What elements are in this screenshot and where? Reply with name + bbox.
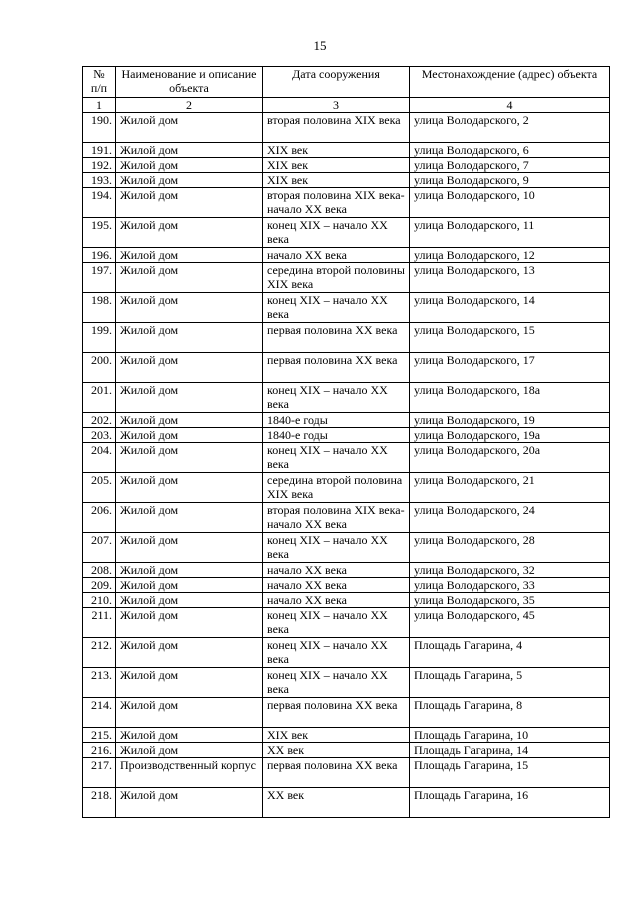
- object-address: улица Володарского, 33: [410, 578, 610, 593]
- object-name: Жилой дом: [116, 728, 263, 743]
- object-address: улица Володарского, 45: [410, 608, 610, 638]
- construction-date: конец XIX – начало XX века: [263, 383, 410, 413]
- object-name: Жилой дом: [116, 323, 263, 353]
- object-name: Жилой дом: [116, 578, 263, 593]
- object-name: Жилой дом: [116, 593, 263, 608]
- row-number: 193.: [83, 173, 116, 188]
- table-row: [83, 353, 610, 383]
- column-number: 2: [116, 98, 263, 113]
- table-row: [83, 593, 610, 608]
- object-address: Площадь Гагарина, 4: [410, 638, 610, 668]
- object-address: улица Володарского, 17: [410, 353, 610, 383]
- table-row: [83, 323, 610, 353]
- row-number: 209.: [83, 578, 116, 593]
- object-name: Жилой дом: [116, 353, 263, 383]
- construction-date: первая половина XX века: [263, 323, 410, 353]
- header-address: Местонахождение (адрес) объекта: [410, 67, 610, 98]
- row-number: 215.: [83, 728, 116, 743]
- construction-date: конец XIX – начало XX века: [263, 668, 410, 698]
- row-number: 205.: [83, 473, 116, 503]
- construction-date: конец XIX – начало XX века: [263, 293, 410, 323]
- construction-date: XIX век: [263, 158, 410, 173]
- construction-date: XIX век: [263, 143, 410, 158]
- row-number: 194.: [83, 188, 116, 218]
- row-number: 216.: [83, 743, 116, 758]
- heritage-objects-table: [82, 66, 610, 818]
- construction-date: вторая половина XIX века- начало XX века: [263, 503, 410, 533]
- object-address: улица Володарского, 10: [410, 188, 610, 218]
- column-number: 1: [83, 98, 116, 113]
- construction-date: конец XIX – начало XX века: [263, 533, 410, 563]
- row-number: 196.: [83, 248, 116, 263]
- object-address: улица Володарского, 21: [410, 473, 610, 503]
- object-address: улица Володарского, 20а: [410, 443, 610, 473]
- row-number: 218.: [83, 788, 116, 818]
- object-name: Жилой дом: [116, 698, 263, 728]
- object-name: Жилой дом: [116, 638, 263, 668]
- object-name: Жилой дом: [116, 428, 263, 443]
- construction-date: начало XX века: [263, 563, 410, 578]
- row-number: 197.: [83, 263, 116, 293]
- construction-date: первая половина XX века: [263, 758, 410, 788]
- table-row: [83, 413, 610, 428]
- object-name: Жилой дом: [116, 188, 263, 218]
- construction-date: вторая половина XIX века- начало XX века: [263, 188, 410, 218]
- row-number: 212.: [83, 638, 116, 668]
- row-number: 213.: [83, 668, 116, 698]
- object-name: Жилой дом: [116, 668, 263, 698]
- object-address: улица Володарского, 13: [410, 263, 610, 293]
- row-number: 198.: [83, 293, 116, 323]
- object-name: Жилой дом: [116, 143, 263, 158]
- object-address: улица Володарского, 18а: [410, 383, 610, 413]
- table-row: [83, 728, 610, 743]
- object-address: улица Володарского, 9: [410, 173, 610, 188]
- table-row: [83, 668, 610, 698]
- table-row: [83, 443, 610, 473]
- row-number: 192.: [83, 158, 116, 173]
- header-name: Наименование и описание объекта: [116, 67, 263, 98]
- object-address: Площадь Гагарина, 8: [410, 698, 610, 728]
- column-number-row: [83, 98, 610, 113]
- row-number: 191.: [83, 143, 116, 158]
- construction-date: XX век: [263, 743, 410, 758]
- table-row: [83, 743, 610, 758]
- row-number: 203.: [83, 428, 116, 443]
- page-number: 15: [313, 38, 327, 53]
- construction-date: 1840-е годы: [263, 413, 410, 428]
- construction-date: конец XIX – начало XX века: [263, 443, 410, 473]
- object-name: Производственный корпус: [116, 758, 263, 788]
- table-row: [83, 248, 610, 263]
- object-address: улица Володарского, 28: [410, 533, 610, 563]
- table-row: [83, 263, 610, 293]
- row-number: 214.: [83, 698, 116, 728]
- table-row: [83, 533, 610, 563]
- object-name: Жилой дом: [116, 218, 263, 248]
- construction-date: начало XX века: [263, 578, 410, 593]
- object-address: Площадь Гагарина, 15: [410, 758, 610, 788]
- row-number: 210.: [83, 593, 116, 608]
- object-name: Жилой дом: [116, 173, 263, 188]
- object-address: улица Володарского, 35: [410, 593, 610, 608]
- row-number: 195.: [83, 218, 116, 248]
- object-address: улица Володарского, 11: [410, 218, 610, 248]
- table-row: [83, 503, 610, 533]
- row-number: 206.: [83, 503, 116, 533]
- table-row: [83, 563, 610, 578]
- object-name: Жилой дом: [116, 743, 263, 758]
- row-number: 208.: [83, 563, 116, 578]
- construction-date: 1840-е годы: [263, 428, 410, 443]
- table-row: [83, 158, 610, 173]
- construction-date: середина второй половина XIX века: [263, 473, 410, 503]
- construction-date: первая половина XX века: [263, 353, 410, 383]
- object-name: Жилой дом: [116, 608, 263, 638]
- object-address: Площадь Гагарина, 14: [410, 743, 610, 758]
- object-address: улица Володарского, 19: [410, 413, 610, 428]
- object-address: улица Володарского, 14: [410, 293, 610, 323]
- construction-date: начало XX века: [263, 593, 410, 608]
- column-number: 3: [263, 98, 410, 113]
- construction-date: первая половина XX века: [263, 698, 410, 728]
- table-row: [83, 218, 610, 248]
- row-number: 201.: [83, 383, 116, 413]
- object-address: улица Володарского, 15: [410, 323, 610, 353]
- construction-date: конец XIX – начало XX века: [263, 218, 410, 248]
- construction-date: XIX век: [263, 728, 410, 743]
- object-address: улица Володарского, 19а: [410, 428, 610, 443]
- object-name: Жилой дом: [116, 503, 263, 533]
- table-row: [83, 473, 610, 503]
- construction-date: XX век: [263, 788, 410, 818]
- table-row: [83, 638, 610, 668]
- table-row: [83, 293, 610, 323]
- table-row: [83, 788, 610, 818]
- object-address: улица Володарского, 24: [410, 503, 610, 533]
- construction-date: XIX век: [263, 173, 410, 188]
- object-name: Жилой дом: [116, 563, 263, 578]
- object-address: улица Володарского, 32: [410, 563, 610, 578]
- row-number: 199.: [83, 323, 116, 353]
- object-name: Жилой дом: [116, 473, 263, 503]
- construction-date: вторая половина XIX века: [263, 113, 410, 143]
- object-name: Жилой дом: [116, 443, 263, 473]
- construction-date: середина второй половины XIX века: [263, 263, 410, 293]
- object-address: Площадь Гагарина, 5: [410, 668, 610, 698]
- object-address: улица Володарского, 7: [410, 158, 610, 173]
- object-name: Жилой дом: [116, 533, 263, 563]
- row-number: 207.: [83, 533, 116, 563]
- object-name: Жилой дом: [116, 113, 263, 143]
- table-row: [83, 428, 610, 443]
- construction-date: конец XIX – начало XX века: [263, 638, 410, 668]
- row-number: 190.: [83, 113, 116, 143]
- table-row: [83, 188, 610, 218]
- object-name: Жилой дом: [116, 248, 263, 263]
- table-row: [83, 578, 610, 593]
- row-number: 204.: [83, 443, 116, 473]
- object-address: улица Володарского, 12: [410, 248, 610, 263]
- object-name: Жилой дом: [116, 788, 263, 818]
- object-address: улица Володарского, 6: [410, 143, 610, 158]
- header-date: Дата сооружения: [263, 67, 410, 98]
- object-name: Жилой дом: [116, 293, 263, 323]
- table-row: [83, 698, 610, 728]
- object-name: Жилой дом: [116, 383, 263, 413]
- object-address: улица Володарского, 2: [410, 113, 610, 143]
- column-number: 4: [410, 98, 610, 113]
- table-row: [83, 173, 610, 188]
- table-row: [83, 113, 610, 143]
- table-row: [83, 143, 610, 158]
- header-number: № п/п: [83, 67, 116, 98]
- table-header-row: [83, 67, 610, 98]
- table-row: [83, 608, 610, 638]
- object-name: Жилой дом: [116, 158, 263, 173]
- object-address: Площадь Гагарина, 10: [410, 728, 610, 743]
- object-address: Площадь Гагарина, 16: [410, 788, 610, 818]
- object-name: Жилой дом: [116, 263, 263, 293]
- table-row: [83, 758, 610, 788]
- row-number: 211.: [83, 608, 116, 638]
- row-number: 217.: [83, 758, 116, 788]
- row-number: 200.: [83, 353, 116, 383]
- construction-date: конец XIX – начало XX века: [263, 608, 410, 638]
- construction-date: начало XX века: [263, 248, 410, 263]
- row-number: 202.: [83, 413, 116, 428]
- object-name: Жилой дом: [116, 413, 263, 428]
- table-row: [83, 383, 610, 413]
